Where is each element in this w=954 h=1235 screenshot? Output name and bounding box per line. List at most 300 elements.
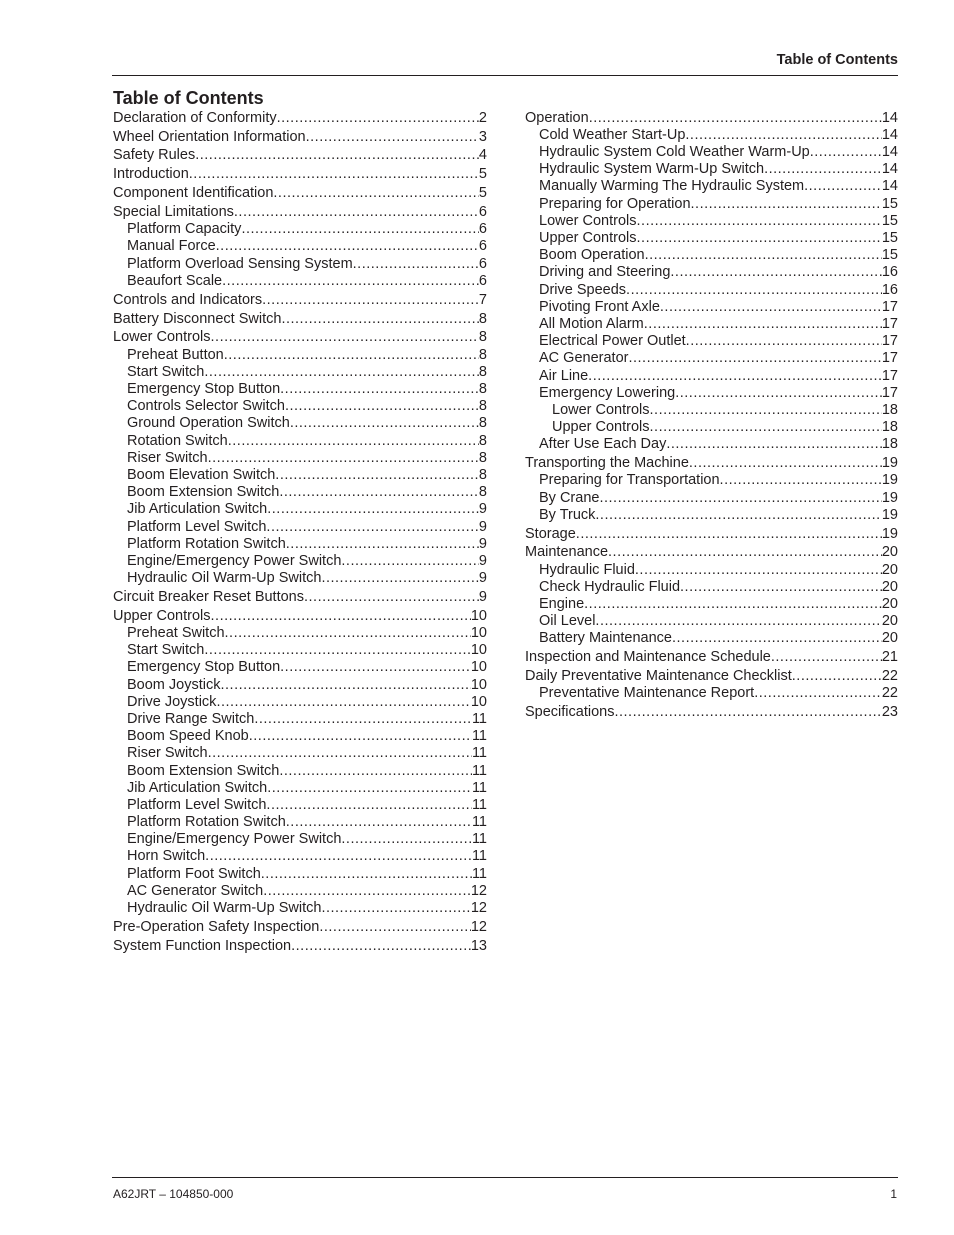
dot-leader [205,848,472,865]
toc-entry-label: Component Identification [113,185,274,202]
toc-entry-page-number: 9 [478,501,487,518]
dot-leader [254,711,472,728]
dot-leader [614,704,881,721]
dot-leader [645,247,882,264]
toc-entry-page-number: 3 [478,128,487,145]
toc-entry-label: Pre-Operation Safety Inspection [113,918,320,935]
toc-entry[interactable] [525,144,898,161]
dot-leader [195,147,479,164]
toc-entry-label: Emergency Stop Button [127,659,281,676]
toc-entry[interactable] [113,238,487,255]
toc-entry-label: Battery Maintenance [539,630,672,647]
toc-entry-page-number: 11 [471,814,487,831]
toc-entry-label: Upper Controls [539,230,637,246]
dot-leader [810,144,882,161]
dot-leader [584,596,882,613]
dot-leader [628,350,881,367]
toc-entry-page-number: 17 [881,367,898,384]
dot-leader [670,264,881,281]
toc-entry[interactable] [525,455,898,472]
dot-leader [319,919,471,936]
toc-entry-page-number: 10 [470,659,487,676]
dot-leader [225,625,471,642]
toc-entry-page-number: 8 [478,346,487,363]
toc-entry[interactable] [113,848,487,865]
header-rule [112,75,898,76]
toc-entry[interactable] [113,347,487,364]
toc-entry-page-number: 20 [881,596,898,612]
toc-entry-page-number: 16 [881,281,898,298]
toc-entry-label: Jib Articulation Switch [127,501,268,518]
toc-entry-page-number: 12 [470,882,487,899]
toc-entry[interactable] [113,763,487,780]
toc-entry[interactable] [113,273,487,290]
toc-entry-page-number: 19 [881,472,898,489]
toc-entry-label: Declaration of Conformity [113,109,277,126]
toc-entry-page-number: 11 [471,796,487,813]
toc-entry-label: Electrical Power Outlet [539,333,686,350]
toc-entry-page-number: 20 [881,544,898,561]
toc-entry-page-number: 8 [478,466,487,483]
toc-entry[interactable] [525,472,898,489]
toc-entry-page-number: 22 [881,668,898,685]
toc-entry[interactable] [525,649,898,666]
toc-entry-page-number: 2 [478,109,487,126]
toc-entry-label: By Truck [539,506,596,523]
dot-leader [672,630,882,647]
dot-leader [267,780,472,797]
dot-leader [267,501,479,518]
toc-entry-page-number: 23 [881,704,898,721]
toc-entry-label: All Motion Alarm [539,315,644,332]
toc-entry-page-number: 6 [478,255,487,272]
toc-entry[interactable] [113,780,487,797]
toc-entry[interactable] [525,526,898,543]
dot-leader [595,613,881,630]
dot-leader [804,178,882,195]
toc-entry[interactable] [113,553,487,570]
dot-leader [249,728,472,745]
toc-entry-page-number: 4 [478,147,487,164]
toc-entry-label: Special Limitations [113,204,234,221]
dot-leader [599,490,881,507]
toc-entry-page-number: 17 [881,315,898,332]
toc-entry[interactable] [525,299,898,316]
toc-entry-page-number: 19 [881,506,898,523]
toc-entry[interactable] [525,436,898,453]
toc-entry-label: Introduction [113,166,189,183]
dot-leader [595,507,881,524]
toc-entry-label: Boom Speed Knob [127,728,249,745]
dot-leader [771,649,882,666]
toc-entry[interactable] [525,247,898,264]
dot-leader [635,562,882,579]
toc-entry[interactable] [113,728,487,745]
toc-entry-page-number: 11 [471,831,487,848]
toc-entry[interactable] [113,642,487,659]
toc-entry-page-number: 19 [881,525,898,542]
toc-entry-label: Platform Overload Sensing System [127,255,353,272]
toc-entry-page-number: 8 [478,329,487,346]
toc-entry-label: Maintenance [525,544,609,561]
toc-entry-label: Hydraulic System Cold Weather Warm-Up [539,144,810,161]
dot-leader [306,129,479,146]
toc-entry-label: Daily Preventative Maintenance Checklist [525,668,792,685]
toc-entry-page-number: 10 [470,625,487,641]
toc-entry-label: Platform Rotation Switch [127,535,286,552]
dot-leader [764,161,882,178]
toc-entry[interactable] [525,213,898,230]
toc-entry[interactable] [113,883,487,900]
toc-entry[interactable] [525,419,898,436]
toc-entry-page-number: 11 [471,865,487,882]
toc-entry[interactable] [113,608,487,625]
toc-entry-label: Preparing for Operation [539,195,691,212]
toc-entry-page-number: 8 [478,310,487,327]
toc-entry-page-number: 9 [478,552,487,569]
toc-entry[interactable] [525,544,898,561]
dot-leader [754,685,882,702]
dot-leader [720,472,882,489]
toc-entry[interactable] [113,797,487,814]
toc-entry[interactable] [113,694,487,711]
toc-entry-label: Start Switch [127,363,205,380]
toc-entry[interactable] [113,256,487,273]
toc-entry[interactable] [113,814,487,831]
toc-entry[interactable] [525,579,898,596]
dot-leader [228,433,479,450]
toc-entry-page-number: 12 [470,918,487,935]
toc-entry-page-number: 17 [881,350,898,367]
toc-entry-page-number: 11 [471,762,487,779]
dot-leader [650,419,882,436]
toc-entry-page-number: 12 [470,900,487,916]
toc-entry-label: Wheel Orientation Information [113,128,306,145]
toc-entry-page-number: 11 [471,728,487,745]
toc-entry-label: Boom Elevation Switch [127,466,276,483]
toc-entry-label: AC Generator [539,350,629,367]
toc-entry[interactable] [113,589,487,606]
toc-entry-page-number: 8 [478,363,487,380]
toc-entry-page-number: 20 [881,561,898,578]
dot-leader [222,273,479,290]
toc-entry-label: Cold Weather Start-Up [539,126,686,143]
toc-entry-page-number: 10 [470,676,487,693]
toc-entry-page-number: 15 [881,247,898,264]
dot-leader [691,196,882,213]
toc-entry-page-number: 10 [470,642,487,659]
toc-entry[interactable] [113,364,487,381]
toc-entry-page-number: 15 [881,195,898,212]
toc-entry-label: Hydraulic Oil Warm-Up Switch [127,570,322,587]
dot-leader [650,402,882,419]
toc-entry-page-number: 13 [470,937,487,954]
dot-leader [792,668,882,685]
toc-entry-label: Preheat Button [127,346,224,363]
toc-entry-page-number: 8 [478,449,487,466]
toc-entry-label: Upper Controls [552,419,650,436]
dot-leader [211,329,479,346]
toc-entry[interactable] [525,178,898,195]
toc-entry-label: Air Line [539,367,589,384]
dot-leader [626,282,882,299]
toc-entry[interactable] [113,398,487,415]
toc-entry[interactable] [525,490,898,507]
toc-entry[interactable] [113,866,487,883]
toc-entry-page-number: 6 [478,204,487,221]
dot-leader [576,526,882,543]
dot-leader [286,814,472,831]
toc-entry[interactable] [525,161,898,178]
toc-entry-label: Rotation Switch [127,432,228,449]
toc-entry-page-number: 14 [881,161,898,178]
toc-entry[interactable] [113,467,487,484]
toc-entry[interactable] [525,368,898,385]
toc-entry[interactable] [113,311,487,328]
toc-entry-page-number: 9 [478,588,487,605]
toc-entry-label: Manual Force [127,238,216,255]
toc-entry-page-number: 5 [478,166,487,183]
toc-entry-label: Emergency Stop Button [127,381,281,397]
toc-entry[interactable] [113,677,487,694]
dot-leader [211,608,471,625]
dot-leader [224,347,479,364]
toc-entry-label: Lower Controls [552,401,650,418]
toc-entry-page-number: 11 [471,710,487,727]
dot-leader [280,381,479,398]
toc-entry-page-number: 15 [881,230,898,246]
dot-leader [660,299,882,316]
toc-entry[interactable] [525,230,898,247]
dot-leader [241,221,478,238]
toc-entry[interactable] [525,385,898,402]
toc-entry[interactable] [525,264,898,281]
toc-entry-page-number: 17 [881,298,898,315]
dot-leader [275,467,479,484]
dot-leader [204,642,471,659]
toc-entry[interactable] [113,329,487,346]
toc-entry-page-number: 8 [478,398,487,415]
toc-entry-label: Inspection and Maintenance Schedule [525,649,771,666]
dot-leader [637,230,882,247]
toc-entry-label: Driving and Steering [539,264,671,281]
toc-entry-label: Controls Selector Switch [127,398,285,415]
dot-leader [281,311,478,328]
toc-entry-page-number: 8 [478,432,487,449]
toc-entry[interactable] [525,630,898,647]
toc-entry-page-number: 17 [881,333,898,350]
toc-entry[interactable] [113,185,487,202]
toc-entry-label: Preheat Switch [127,625,225,641]
toc-entry[interactable] [525,613,898,630]
toc-entry[interactable] [525,668,898,685]
toc-entry[interactable] [113,204,487,221]
toc-entry[interactable] [113,433,487,450]
toc-entry-label: Boom Extension Switch [127,484,280,501]
footer-rule [112,1177,898,1178]
dot-leader [234,204,479,221]
toc-entry[interactable] [113,659,487,676]
toc-entry[interactable] [525,596,898,613]
toc-entry-label: Oil Level [539,613,596,630]
toc-entry[interactable] [525,704,898,721]
toc-entry[interactable] [113,745,487,762]
toc-left-column [113,108,487,955]
toc-entry-page-number: 10 [470,693,487,710]
toc-entry-label: Start Switch [127,642,205,659]
toc-entry-label: Lower Controls [113,329,211,346]
toc-entry-label: Upper Controls [113,607,211,624]
toc-entry-label: Platform Capacity [127,221,242,238]
dot-leader [263,883,471,900]
toc-entry-label: Hydraulic System Warm-Up Switch [539,161,765,178]
toc-entry[interactable] [525,350,898,367]
dot-leader [685,127,881,144]
toc-entry-label: Preventative Maintenance Report [539,685,755,702]
toc-entry[interactable] [113,147,487,164]
toc-entry-label: Transporting the Machine [525,455,689,472]
toc-entry-page-number: 22 [881,685,898,702]
toc-entry[interactable] [113,711,487,728]
toc-entry-label: Check Hydraulic Fluid [539,578,681,595]
toc-entry[interactable] [113,484,487,501]
toc-entry[interactable] [525,685,898,702]
toc-entry-label: Riser Switch [127,745,208,762]
toc-entry[interactable] [113,536,487,553]
dot-leader [216,694,470,711]
toc-entry-page-number: 9 [478,570,487,587]
dot-leader [588,368,882,385]
dot-leader [279,763,472,780]
toc-entry-page-number: 5 [478,185,487,202]
dot-leader [204,364,479,381]
dot-leader [262,292,479,309]
toc-entry[interactable] [525,562,898,579]
toc-entry-label: Hydraulic Oil Warm-Up Switch [127,900,322,916]
toc-entry-label: Platform Level Switch [127,796,267,813]
toc-entry-label: Pivoting Front Axle [539,298,660,315]
toc-entry[interactable] [525,196,898,213]
toc-entry-page-number: 20 [881,578,898,595]
toc-entry[interactable] [113,381,487,398]
toc-entry-label: Specifications [525,704,615,721]
dot-leader [285,398,479,415]
dot-leader [189,166,479,183]
toc-entry[interactable] [525,282,898,299]
footer-page-number: 1 [890,1187,897,1201]
toc-entry-label: Circuit Breaker Reset Buttons [113,588,304,605]
toc-entry-page-number: 8 [478,415,487,432]
dot-leader [689,455,882,472]
dot-leader [290,415,479,432]
toc-entry-label: Safety Rules [113,147,196,164]
toc-entry-label: Boom Extension Switch [127,762,280,779]
dot-leader [266,797,472,814]
toc-entry-page-number: 10 [470,607,487,624]
toc-entry-page-number: 6 [478,221,487,238]
toc-entry[interactable] [525,127,898,144]
dot-leader [277,110,479,127]
dot-leader [216,238,479,255]
toc-heading: Table of Contents [113,88,264,108]
dot-leader [304,589,479,606]
toc-entry[interactable] [113,166,487,183]
toc-entry-label: Riser Switch [127,449,208,466]
toc-entry[interactable] [113,129,487,146]
dot-leader [321,570,478,587]
toc-entry[interactable] [525,507,898,524]
toc-entry-label: Storage [525,525,576,542]
footer-document-id: A62JRT – 104850-000 [113,1187,234,1201]
toc-entry-page-number: 7 [478,291,487,308]
toc-entry[interactable] [525,110,898,127]
toc-entry[interactable] [525,402,898,419]
toc-entry[interactable] [113,292,487,309]
toc-entry-label: Engine [539,596,585,612]
toc-entry-label: Drive Speeds [539,281,627,298]
dot-leader [261,866,472,883]
toc-entry-label: System Function Inspection [113,937,292,954]
toc-entry[interactable] [113,919,487,936]
toc-entry-label: Engine/Emergency Power Switch [127,552,342,569]
dot-leader [321,900,470,917]
toc-entry-label: Lower Controls [539,212,637,229]
toc-entry-label: Battery Disconnect Switch [113,310,282,327]
toc-entry-label: Platform Level Switch [127,518,267,535]
toc-entry-page-number: 14 [881,178,898,195]
toc-entry-page-number: 11 [471,848,487,865]
toc-entry-label: Engine/Emergency Power Switch [127,831,342,848]
toc-entry-label: Platform Rotation Switch [127,814,286,831]
toc-entry-page-number: 18 [881,401,898,418]
toc-entry-page-number: 6 [478,272,487,289]
toc-entry-page-number: 16 [881,264,898,281]
toc-entry[interactable] [113,501,487,518]
toc-entry[interactable] [113,415,487,432]
toc-entry[interactable] [113,110,487,127]
toc-entry-page-number: 20 [881,630,898,647]
toc-entry-label: AC Generator Switch [127,882,264,899]
toc-entry[interactable] [113,625,487,642]
toc-entry[interactable] [113,938,487,955]
toc-entry-page-number: 19 [881,489,898,506]
toc-entry[interactable] [113,900,487,917]
toc-entry-page-number: 21 [881,649,898,666]
toc-entry[interactable] [113,450,487,467]
dot-leader [208,450,479,467]
toc-entry[interactable] [525,333,898,350]
toc-entry-page-number: 15 [881,212,898,229]
toc-entry[interactable] [113,221,487,238]
toc-entry[interactable] [525,316,898,333]
toc-entry[interactable] [113,831,487,848]
toc-entry-label: Controls and Indicators [113,291,263,308]
toc-entry[interactable] [113,570,487,587]
toc-entry-label: Beaufort Scale [127,272,223,289]
dot-leader [686,333,882,350]
dot-leader [208,745,472,762]
dot-leader [608,544,882,561]
toc-entry-page-number: 8 [478,381,487,397]
toc-entry-page-number: 9 [478,535,487,552]
toc-entry-page-number: 18 [881,436,898,453]
toc-entry-label: Boom Operation [539,247,645,264]
dot-leader [666,436,882,453]
toc-entry[interactable] [113,519,487,536]
toc-entry-label: Operation [525,109,589,126]
dot-leader [341,553,479,570]
running-header-title: Table of Contents [776,52,898,68]
